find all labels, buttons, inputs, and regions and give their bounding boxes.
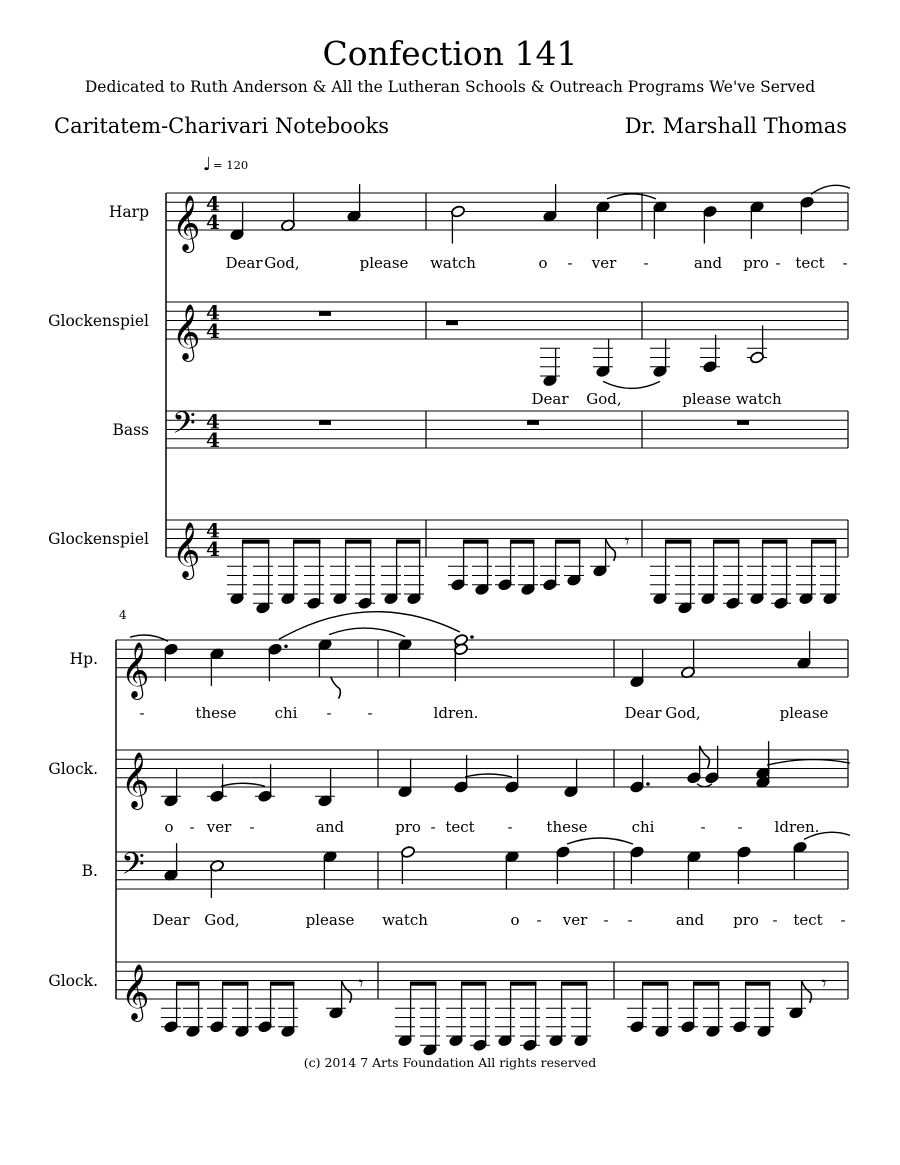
time-signature-numerator: 4 — [206, 518, 220, 543]
note-beam — [242, 540, 270, 544]
publisher-credit: Caritatem-Charivari Notebooks — [54, 114, 389, 138]
lyric-syllable: ver — [562, 911, 588, 929]
lyric-syllable: tect — [445, 818, 475, 836]
composer-credit: Dr. Marshall Thomas — [624, 114, 847, 138]
instrument-name: Glockenspiel — [48, 312, 149, 331]
note-beam — [396, 540, 421, 544]
time-signature-denominator: 4 — [206, 319, 220, 343]
lyric-syllable: pro — [743, 254, 769, 272]
instrument-abbreviation: Hp. — [69, 650, 98, 669]
lyric-syllable: - — [643, 254, 649, 272]
instrument-abbreviation: Glock. — [48, 972, 98, 991]
whole-rest — [737, 420, 749, 425]
instrument-abbreviation: B. — [81, 862, 98, 881]
lyric-syllable: please — [305, 911, 355, 929]
lyric-syllable: God, — [665, 704, 701, 722]
lyric-syllable: please — [779, 704, 829, 722]
lyric-syllable: Dear — [624, 704, 662, 722]
augmentation-dot — [284, 644, 288, 648]
lyric-syllable: - — [367, 704, 373, 722]
eighth-rest: 𝄾 — [624, 528, 630, 553]
time-signature-denominator: 4 — [206, 210, 220, 234]
lyric-syllable: - — [775, 254, 781, 272]
measure-number: 4 — [119, 608, 127, 622]
lyric-syllable: - — [139, 704, 145, 722]
time-signature-numerator: 4 — [206, 300, 220, 325]
eighth-rest: 𝄾 — [358, 970, 364, 995]
note-beam — [745, 982, 771, 986]
time-signature-numerator: 4 — [206, 191, 220, 216]
lyric-syllable: Dear — [152, 911, 190, 929]
tempo-note-icon: ♩ — [202, 154, 212, 175]
lyric-syllable: - — [567, 254, 573, 272]
note-beam — [693, 982, 720, 986]
lyric-syllable: watch — [430, 254, 476, 272]
note-beam — [510, 982, 537, 986]
tie — [567, 838, 633, 844]
note-flag — [342, 981, 352, 1003]
treble-clef: 𝄞 — [121, 642, 150, 698]
lyric-syllable: please — [359, 254, 409, 272]
lyric-syllable: watch — [382, 911, 428, 929]
score-title: Confection 141 — [322, 34, 578, 73]
note-beam — [665, 540, 692, 544]
slur — [279, 612, 460, 640]
lyric-syllable: these — [546, 818, 588, 836]
instrument-name: Glockenspiel — [48, 530, 149, 549]
whole-rest — [319, 420, 331, 425]
lyric-syllable: - — [430, 818, 436, 836]
note-beam — [555, 540, 581, 544]
copyright-footer: (c) 2014 7 Arts Foundation All rights reserved — [303, 1055, 597, 1070]
lyric-syllable: - — [737, 818, 743, 836]
lyric-syllable: tect — [793, 911, 823, 929]
tie — [697, 784, 712, 787]
time-signature-denominator: 4 — [206, 428, 220, 452]
note-flag — [606, 539, 616, 561]
dedication-subtitle: Dedicated to Ruth Anderson & All the Lutheran Schools & Outreach Programs We've Served — [84, 78, 816, 96]
lyric-syllable: ldren. — [433, 704, 479, 722]
lyric-syllable: and — [315, 818, 345, 836]
instrument-abbreviation: Glock. — [48, 760, 98, 779]
eighth-rest: 𝄾 — [821, 970, 827, 995]
treble-clef: 𝄞 — [172, 195, 201, 251]
lyric-syllable: - — [627, 911, 633, 929]
augmentation-dot — [470, 635, 474, 639]
lyric-syllable: God, — [204, 911, 240, 929]
lyric-syllable: pro — [395, 818, 421, 836]
note-beam — [410, 982, 437, 986]
tie — [603, 381, 660, 388]
note-beam — [176, 982, 200, 986]
time-signature-numerator: 4 — [206, 409, 220, 434]
note-beam — [762, 540, 788, 544]
lyric-syllable: - — [772, 911, 778, 929]
note-beam — [293, 540, 321, 544]
lyric-syllable: - — [189, 818, 195, 836]
lyric-syllable: - — [536, 911, 542, 929]
time-signature-denominator: 4 — [206, 537, 220, 561]
note-flag — [802, 981, 812, 1003]
treble-clef: 𝄞 — [121, 964, 150, 1020]
note-flag — [331, 677, 341, 699]
tie — [607, 194, 656, 199]
lyric-syllable: and — [693, 254, 723, 272]
lyric-syllable: o — [510, 911, 520, 929]
tie — [329, 628, 405, 637]
tie — [767, 760, 850, 766]
note-beam — [510, 540, 535, 544]
lyric-syllable: - — [700, 818, 706, 836]
lyric-syllable: - — [842, 254, 848, 272]
lyric-syllable: tect — [795, 254, 825, 272]
tempo-marking: = 120 — [213, 158, 249, 172]
lyric-syllable: pro — [733, 911, 759, 929]
note-beam — [561, 982, 588, 986]
lyric-syllable: Dear — [225, 254, 263, 272]
augmentation-dot — [646, 782, 650, 786]
lyric-syllable: ldren. — [774, 818, 820, 836]
note-flag — [700, 746, 710, 768]
note-beam — [461, 982, 487, 986]
lyric-syllable: please watch — [682, 390, 782, 408]
whole-rest — [446, 321, 458, 326]
tie — [221, 783, 265, 786]
lyric-syllable: Dear — [531, 390, 569, 408]
instrument-name: Bass — [112, 421, 149, 440]
whole-rest — [319, 311, 331, 316]
note-beam — [642, 982, 669, 986]
lyric-syllable: - — [603, 911, 609, 929]
lyric-syllable: o — [164, 818, 174, 836]
lyric-syllable: chi — [274, 704, 298, 722]
note-beam — [811, 540, 837, 544]
instrument-name: Harp — [108, 203, 149, 222]
treble-clef: 𝄞 — [172, 304, 201, 360]
lyric-syllable: chi — [631, 818, 655, 836]
lyric-syllable: - — [840, 911, 846, 929]
lyric-syllable: God, — [586, 390, 622, 408]
lyric-syllable: - — [326, 704, 332, 722]
note-beam — [222, 982, 249, 986]
treble-clef: 𝄞 — [172, 522, 201, 578]
bass-clef: 𝄢 — [172, 404, 196, 448]
lyric-syllable: God, — [264, 254, 300, 272]
bass-clef: 𝄢 — [121, 845, 145, 889]
lyric-syllable: ver — [206, 818, 232, 836]
lyric-syllable: - — [507, 818, 513, 836]
note-beam — [270, 982, 295, 986]
lyric-syllable: and — [675, 911, 705, 929]
note-beam — [345, 540, 372, 544]
lyric-syllable: o — [538, 254, 548, 272]
lyric-syllable: these — [195, 704, 237, 722]
whole-rest — [527, 420, 539, 425]
tie — [465, 774, 512, 777]
lyric-syllable: ver — [591, 254, 617, 272]
lyric-syllable: - — [249, 818, 255, 836]
treble-clef: 𝄞 — [121, 752, 150, 808]
note-beam — [463, 540, 489, 544]
note-beam — [713, 540, 740, 544]
